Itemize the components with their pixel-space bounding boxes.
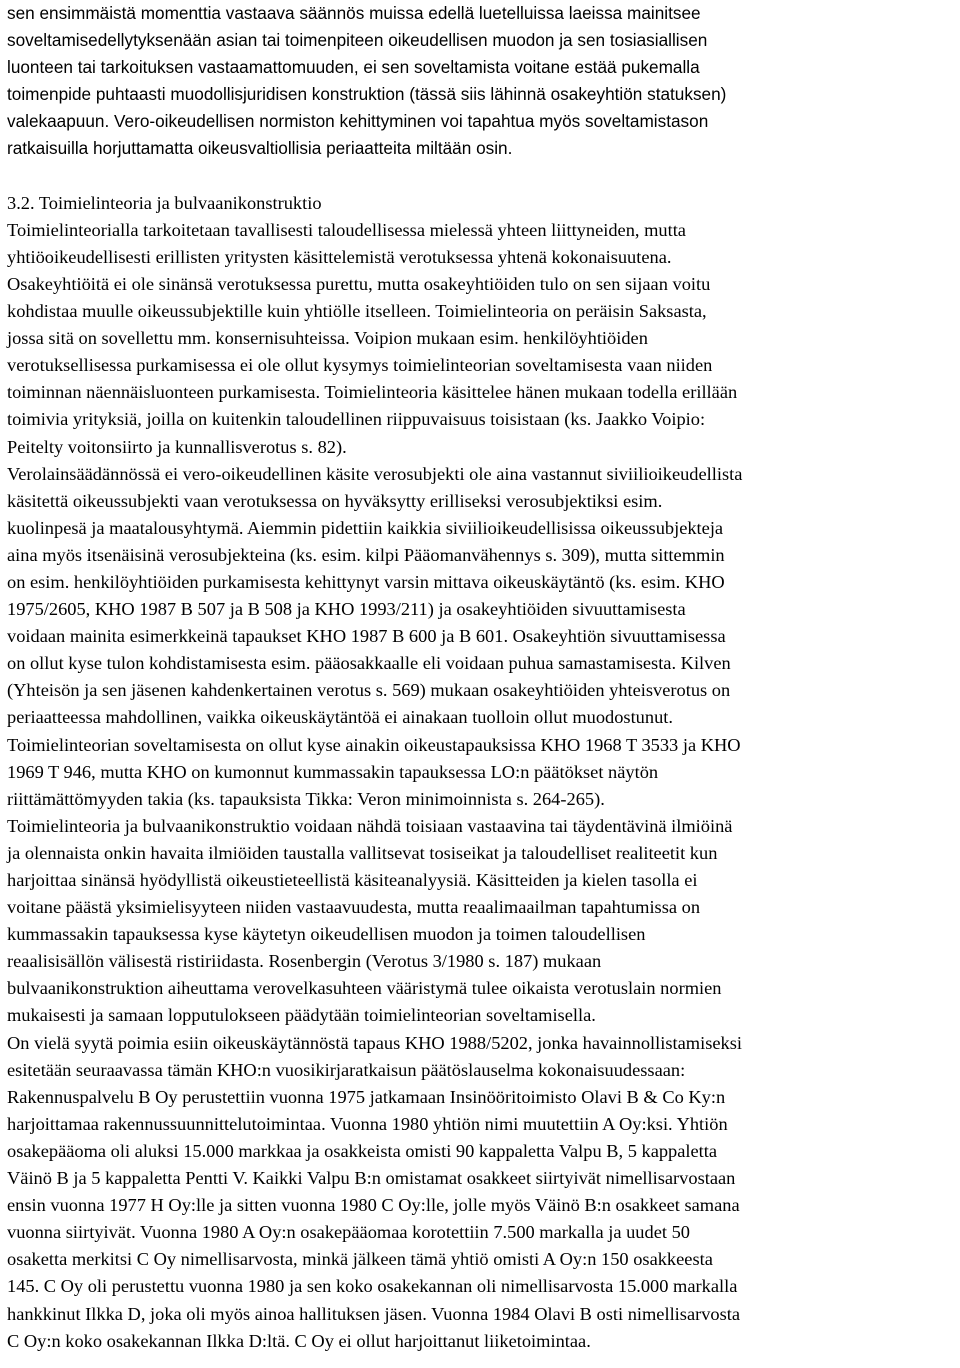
text-line: valekaapuun. Vero-oikeudellisen normiston kehittyminen voi tapahtua myös soveltamistason <box>7 111 709 132</box>
text-line: riittämättömyyden takia (ks. tapauksista Tikka: Veron minimoinnista s. 264-265). <box>7 788 605 809</box>
text-line: Osakeyhtiöitä ei ole sinänsä verotuksessa purettu, mutta osakeyhtiöiden tulo on sen sijaan voitu <box>7 273 711 294</box>
text-line: Verolainsäädännössä ei vero-oikeudellinen käsite verosubjekti ole aina vastannut siviilioikeudellista <box>7 463 743 484</box>
text-line: harjoittaa sinänsä hyödyllistä oikeustieteellistä käsiteanalyysiä. Käsitteiden ja kielen tasolla ei <box>7 870 698 890</box>
section-heading: 3.2. Toimielinteoria ja bulvaanikonstruktio <box>7 192 322 213</box>
text-line: periaatteessa mahdollinen, vaikka oikeuskäytäntöä ei ainakaan tuolloin ollut muodostunut. <box>7 707 673 728</box>
text-line: verotuksellisessa purkamisessa ei ole ollut kysymys toimielinteorian soveltamisesta vaan niiden <box>7 355 713 376</box>
text-line: soveltamisedellytyksenään asian tai toimenpiteen oikeudellisen muodon ja sen tosiasiallisen <box>7 30 708 51</box>
text-line: sen ensimmäistä momenttia vastaava säännös muissa edellä luetelluissa laeissa mainitsee <box>7 3 701 23</box>
text-line: on ollut kyse tulon kohdistamisesta esim. pääosakkaalle eli voidaan puhua samastamisesta. Kilven <box>7 653 731 674</box>
text-line: kummassakin tapauksessa kyse käytetyn oikeudellisen muodon ja toimen taloudellisen <box>7 924 646 945</box>
text-line: bulvaanikonstruktion aiheuttama verovelkasuhteen vääristymä tulee oikaista verotuslain normien <box>7 978 722 999</box>
text-line: luonteen tai tarkoituksen vastaamattomuuden, ei sen soveltamista voitane estää pukemalla <box>7 57 700 78</box>
paragraph-gap <box>7 163 957 190</box>
text-line: hankkinut Ilkka D, joka oli myös ainoa hallituksen jäsen. Vuonna 1984 Olavi B osti nimellisarvosta <box>7 1303 741 1324</box>
text-line: toiminnan näennäisluonteen purkamisesta. Toimielinteoria käsittelee hänen mukaan todella erillään <box>7 382 738 403</box>
text-line: Toimielinteoria ja bulvaanikonstruktio voidaan nähdä toisiaan vastaavina tai täydentävinä ilmiöinä <box>7 815 733 836</box>
section-body <box>7 217 957 1355</box>
text-line: C Oy:n koko osakekannan Ilkka D:ltä. C Oy ei ollut harjoittanut liiketoimintaa. <box>7 1330 591 1351</box>
text-line: mukaisesti ja samaan lopputulokseen päädytään toimielinteorian soveltamisella. <box>7 1005 596 1026</box>
text-line: ensin vuonna 1977 H Oy:lle ja sitten vuonna 1980 C Oy:lle, jolle myös Väinö B:n osakkeet samana <box>7 1195 740 1216</box>
text-line: on esim. henkilöyhtiöiden purkamisesta kehittynyt varsin mittava oikeuskäytäntö (ks. esim. KHO <box>7 571 725 592</box>
text-line: Peitelty voitonsiirto ja kunnallisverotus s. 82). <box>7 436 347 457</box>
text-line: 1975/2605, KHO 1987 B 507 ja B 508 ja KHO 1993/211) ja osakeyhtiöiden sivuuttamisesta <box>7 599 686 620</box>
text-line: aina myös itsenäisinä verosubjekteina (ks. esim. kilpi Pääomanvähennys s. 309), mutta sittemmin <box>7 544 725 565</box>
section-3-2 <box>7 190 957 1355</box>
text-line: kuolinpesä ja maatalousyhtymä. Aiemmin pidettiin kaikkia siviilioikeudellisissa oikeussubjekteja <box>7 517 724 538</box>
text-line: 1969 T 946, mutta KHO on kumonnut kummassakin tapauksessa LO:n päätökset näytön <box>7 761 659 782</box>
text-line: kohdistaa muulle oikeussubjektille kuin yhtiölle itselleen. Toimielinteoria on peräisin Saksasta, <box>7 301 707 322</box>
intro-paragraph <box>7 0 957 163</box>
text-line: Toimielinteorialla tarkoitetaan tavallisesti taloudellisessa mielessä yhteen liittyneiden, mutta <box>7 219 686 240</box>
text-line: ja olennaista onkin havaita ilmiöiden taustalla vallitsevat tosiseikat ja taloudelliset realiteetit kun <box>7 842 718 863</box>
text-line: toimenpide puhtaasti muodollisjuridisen konstruktion (tässä siis lähinnä osakeyhtiön statuksen) <box>7 84 727 105</box>
text-line: esitetään seuraavassa tämän KHO:n vuosikirjaratkaisun päätöslauselma kokonaisuudessaan: <box>7 1059 686 1080</box>
text-line: vuonna siirtyivät. Vuonna 1980 A Oy:n osakepääomaa korotettiin 7.500 markalla ja uudet 50 <box>7 1222 690 1243</box>
text-line: Väinö B ja 5 kappaletta Pentti V. Kaikki Valpu B:n omistamat osakkeet siirtyivät nimellisarvostaan <box>7 1168 736 1189</box>
text-line: On vielä syytä poimia esiin oikeuskäytännöstä tapaus KHO 1988/5202, jonka havainnollistamiseksi <box>7 1032 742 1053</box>
document-page <box>7 0 957 1355</box>
text-line: 145. C Oy oli perustettu vuonna 1980 ja sen koko osakekannan oli nimellisarvosta 15.000 markalla <box>7 1276 738 1297</box>
text-line: osakepääoma oli aluksi 15.000 markkaa ja osakkeista omisti 90 kappaletta Valpu B, 5 kappaletta <box>7 1140 718 1161</box>
text-line: käsitettä oikeussubjekti vaan verotuksessa on hyväksytty erilliseksi verosubjektiksi esim. <box>7 490 663 511</box>
text-line: Rakennuspalvelu B Oy perustettiin vuonna 1975 jatkamaan Insinööritoimisto Olavi B & Co Ky:n <box>7 1086 726 1107</box>
text-line: voidaan mainita esimerkkeinä tapaukset KHO 1987 B 600 ja B 601. Osakeyhtiön sivuuttamisessa <box>7 626 726 647</box>
text-line: ratkaisuilla horjuttamatta oikeusvaltiollisia periaatteita miltään osin. <box>7 138 513 159</box>
text-line: voitane päästä yksimielisyyteen niiden vastaavuudesta, mutta reaalimaailman tapahtumissa on <box>7 897 701 918</box>
text-line: yhtiöoikeudellisesti erillisten yritysten käsittelemistä verotuksessa yhtenä kokonaisuutena. <box>7 246 672 267</box>
text-line: Toimielinteorian soveltamisesta on ollut kyse ainakin oikeustapauksissa KHO 1968 T 3533 ja KHO <box>7 734 741 755</box>
text-line: reaalisisällön välisestä ristiriidasta. Rosenbergin (Verotus 3/1980 s. 187) mukaan <box>7 951 602 972</box>
text-line: harjoittamaa rakennussuunnittelutoimintaa. Vuonna 1980 yhtiön nimi muutettiin A Oy:ksi. Yhtiön <box>7 1113 728 1134</box>
text-line: toimivia yrityksiä, joilla on kuitenkin taloudellinen riippuvaisuus toisistaan (ks. Jaakko Voipio: <box>7 409 706 430</box>
text-line: jossa sitä on sovellettu mm. konsernisuhteissa. Voipion mukaan esim. henkilöyhtiöiden <box>7 328 648 349</box>
text-line: osaketta merkitsi C Oy nimellisarvosta, minkä jälkeen tämä yhtiö omisti A Oy:n 150 osakkeesta <box>7 1249 713 1270</box>
text-line: (Yhteisön ja sen jäsenen kahdenkertainen verotus s. 569) mukaan osakeyhtiöiden yhteisverotus on <box>7 680 731 701</box>
